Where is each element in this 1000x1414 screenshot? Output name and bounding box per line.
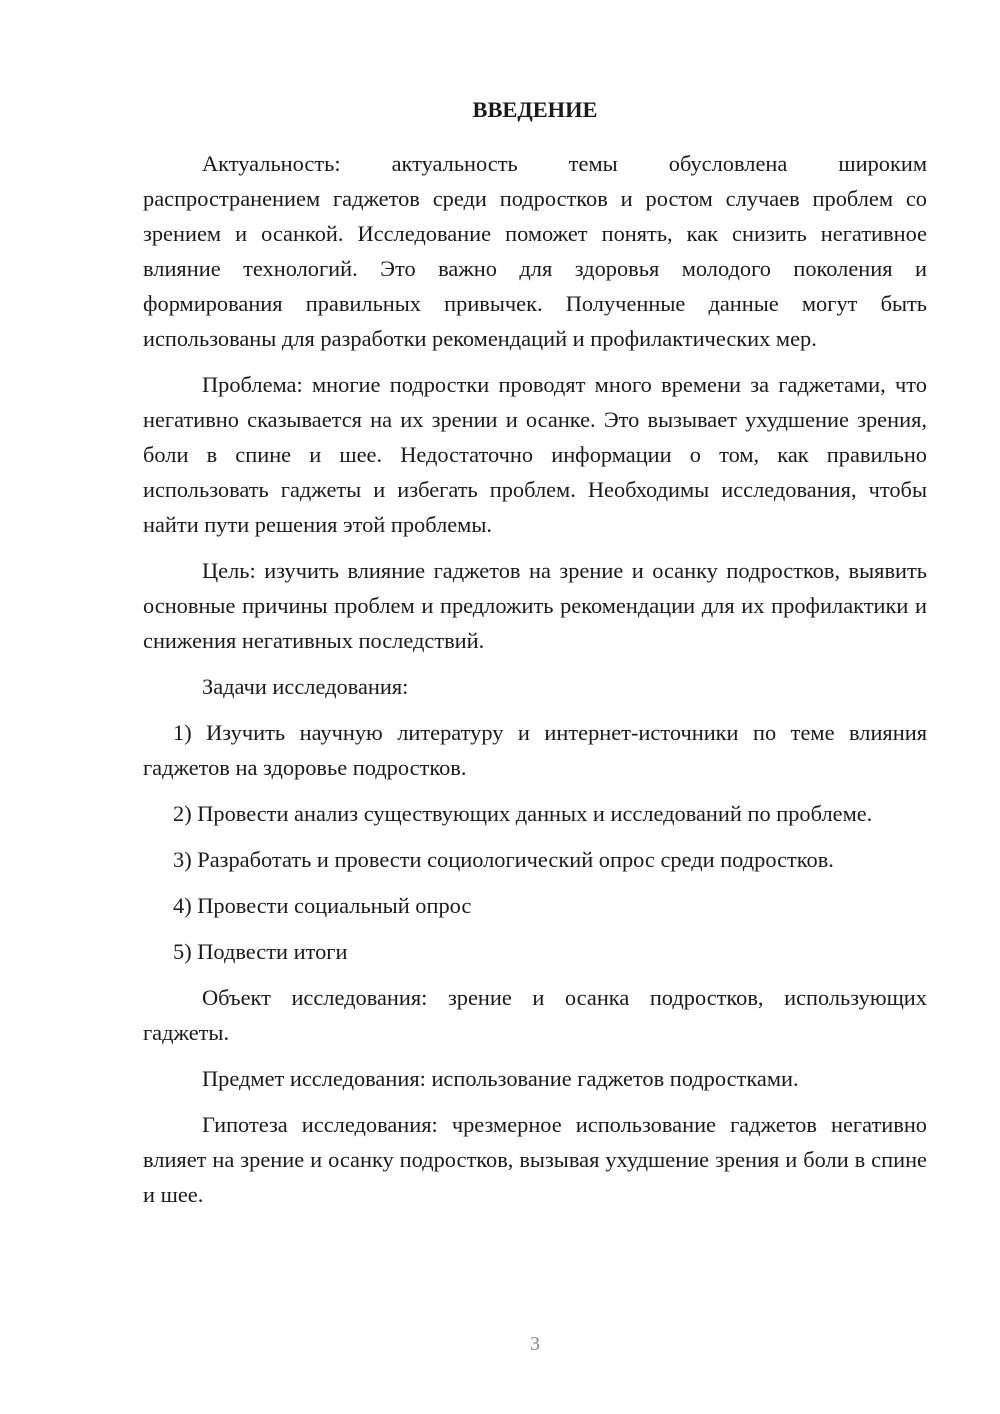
problem-paragraph: Проблема: многие подростки проводят много времени за гаджетами, что негативно сказывается на их зрении и осанке. Это вызывает ухудшение зрения, боли в спине и шее. Недостаточно информации о том, как правильно использовать гаджеты и избегать проблем. Необходимы исследования, чтобы найти пути решения этой проблемы. — [143, 372, 927, 537]
task-item: 1) Изучить научную литературу и интернет-источники по теме влияния гаджетов на здоровье подростков. — [143, 720, 927, 780]
task-item: 4) Провести социальный опрос — [173, 893, 472, 918]
page-number: 3 — [530, 1333, 540, 1355]
relevance-paragraph: Актуальность: актуальность темы обусловлена широким распространением гаджетов среди подростков и ростом случаев проблем со зрением и осанкой. Исследование поможет понять, как снизить негативное влияние технологий. Это важно для здоровья молодого поколения и формирования правильных привычек. Полученные данные могут быть использованы для разработки рекомендаций и профилактических мер. — [143, 151, 927, 351]
task-item: 3) Разработать и провести социологический опрос среди подростков. — [173, 847, 834, 872]
hypothesis-paragraph: Гипотеза исследования: чрезмерное использование гаджетов негативно влияет на зрение и осанку подростков, вызывая ухудшение зрения и боли в спине и шее. — [143, 1112, 927, 1207]
goal-paragraph: Цель: изучить влияние гаджетов на зрение и осанку подростков, выявить основные причины проблем и предложить рекомендации для их профилактики и снижения негативных последствий. — [143, 558, 927, 653]
object-paragraph: Объект исследования: зрение и осанка подростков, использующих гаджеты. — [143, 985, 927, 1045]
tasks-heading: Задачи исследования: — [202, 674, 409, 699]
task-item: 5) Подвести итоги — [173, 939, 348, 964]
task-item: 2) Провести анализ существующих данных и исследований по проблеме. — [173, 801, 873, 826]
page-title: ВВЕДЕНИЕ — [472, 97, 598, 122]
subject-paragraph: Предмет исследования: использование гаджетов подростками. — [202, 1066, 799, 1091]
page-body — [143, 92, 927, 1223]
